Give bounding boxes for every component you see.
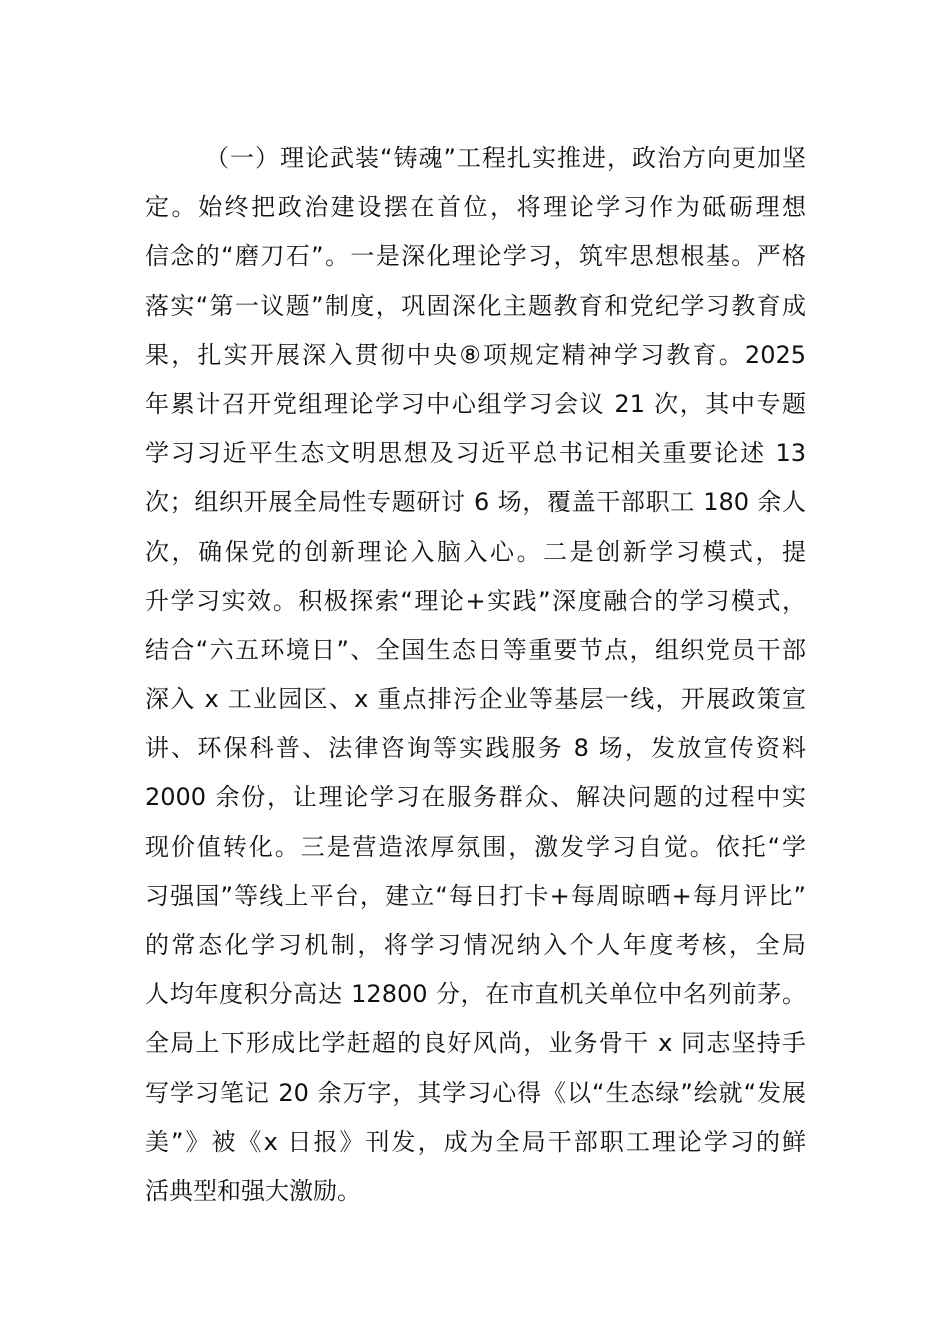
document-body [145,134,806,1216]
paragraph-line: 学习习近平生态文明思想及习近平总书记相关重要论述 13 [145,439,806,468]
paragraph-line: 信念的“磨刀石”。一是深化理论学习，筑牢思想根基。严格 [145,242,806,271]
paragraph-line: 落实“第一议题”制度，巩固深化主题教育和党纪学习教育成 [145,291,806,320]
paragraph-line: 次；组织开展全局性专题研讨 6 场，覆盖干部职工 180 余人 [145,488,806,517]
paragraph-line: 次，确保党的创新理论入脑入心。二是创新学习模式，提 [145,537,806,566]
paragraph-line: 2000 余份，让理论学习在服务群众、解决问题的过程中实 [145,783,806,812]
paragraph-line: 习强国”等线上平台，建立“每日打卡+每周晾晒+每月评比” [145,881,806,910]
paragraph-line: 活典型和强大激励。 [145,1176,361,1205]
paragraph-line: 升学习实效。积极探索“理论+实践”深度融合的学习模式， [145,586,806,615]
paragraph-line: 结合“六五环境日”、全国生态日等重要节点，组织党员干部 [145,635,806,664]
paragraph-line: 全局上下形成比学赶超的良好风尚，业务骨干 x 同志坚持手 [145,1029,806,1058]
paragraph-line: 写学习笔记 20 余万字，其学习心得《以“生态绿”绘就“发展 [145,1078,806,1107]
paragraph-line: 深入 x 工业园区、x 重点排污企业等基层一线，开展政策宣 [145,685,806,714]
paragraph-line: 美”》被《x 日报》刊发，成为全局干部职工理论学习的鲜 [145,1127,806,1156]
paragraph-line: 年累计召开党组理论学习中心组学习会议 21 次，其中专题 [145,389,806,418]
paragraph-line: 定。始终把政治建设摆在首位，将理论学习作为砥砺理想 [145,193,806,222]
paragraph-line: （一）理论武装“铸魂”工程扎实推进，政治方向更加坚 [205,144,806,172]
paragraph-line: 现价值转化。三是营造浓厚氛围，激发学习自觉。依托“学 [145,832,806,861]
paragraph-line: 讲、环保科普、法律咨询等实践服务 8 场，发放宣传资料 [145,734,806,763]
paragraph-line: 果，扎实开展深入贯彻中央⑧项规定精神学习教育。2025 [145,340,806,369]
paragraph-line: 人均年度积分高达 12800 分，在市直机关单位中名列前茅。 [145,980,806,1009]
paragraph-line: 的常态化学习机制，将学习情况纳入个人年度考核，全局 [145,931,806,959]
